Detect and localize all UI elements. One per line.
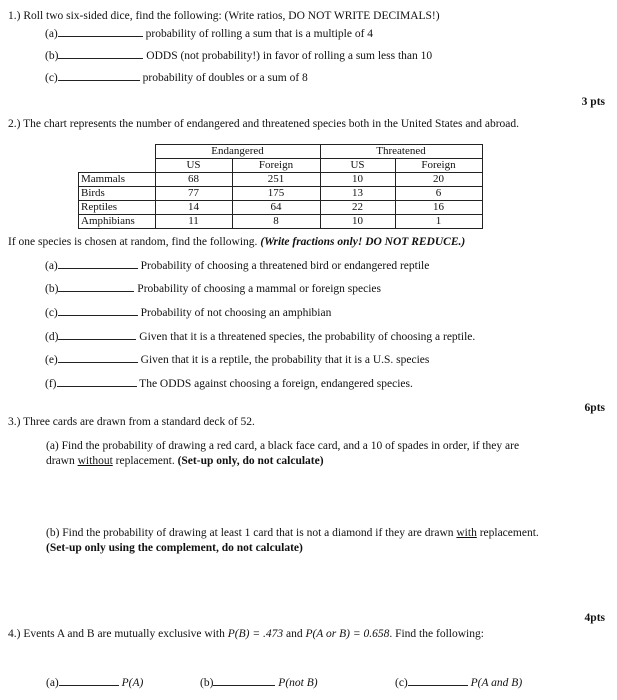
q4-points: 4pts: [584, 612, 605, 624]
q2-a-answer-blank[interactable]: [58, 259, 138, 269]
q3-b-pre: (b) Find the probability of drawing at least 1 card that is not a diamond if they are drawn: [46, 527, 454, 539]
q3-a-line2: [46, 455, 324, 467]
q4-b-answer-blank[interactable]: [213, 676, 275, 686]
q2-b-label: (b): [45, 283, 59, 295]
q4-b-label: (b): [200, 677, 214, 689]
q4-prompt-post: . Find the following:: [389, 628, 484, 640]
row-label-amphibians: Amphibians: [79, 215, 156, 229]
q2-e-text: Given that it is a reptile, the probability that it is a U.S. species: [140, 354, 430, 366]
table-sub-header-row: [79, 159, 483, 173]
q2-e-answer-blank[interactable]: [58, 353, 138, 363]
q3-a-underline: without: [77, 455, 113, 467]
q1-item-b: [45, 49, 432, 62]
q4-item-c: [395, 676, 522, 689]
q2-b-text: Probability of choosing a mammal or foreign species: [137, 283, 381, 295]
q2-instruction-text: If one species is chosen at random, find the following.: [8, 236, 258, 248]
row-label-mammals: Mammals: [79, 173, 156, 187]
q3-b-post: replacement.: [479, 527, 539, 539]
table-row: [79, 173, 483, 187]
q2-item-b: [45, 282, 381, 295]
q2-instruction: [8, 236, 465, 248]
header-endangered: Endangered: [155, 145, 320, 159]
q2-c-text: Probability of not choosing an amphibian: [140, 307, 332, 319]
table-cell: 20: [395, 173, 482, 187]
q2-item-a: [45, 259, 429, 272]
q2-points: 6pts: [584, 402, 605, 414]
q1-prompt: 1.) Roll two six-sided dice, find the following: (Write ratios, DO NOT WRITE DECIMALS!): [8, 10, 440, 22]
q1-c-label: (c): [45, 72, 58, 84]
header-threatened: Threatened: [320, 145, 482, 159]
table-cell: 8: [232, 215, 320, 229]
q1-item-c: [45, 71, 308, 84]
q2-d-answer-blank[interactable]: [58, 330, 136, 340]
q1-b-answer-blank[interactable]: [58, 49, 143, 59]
table-row: [79, 215, 483, 229]
subheader-thr-foreign: Foreign: [395, 159, 482, 173]
q3-a-line1: (a) Find the probability of drawing a red card, a black face card, and a 10 of spades in order, if they are: [46, 440, 520, 452]
q1-b-label: (b): [45, 50, 59, 62]
subheader-thr-us: US: [320, 159, 395, 173]
q3-prompt: 3.) Three cards are drawn from a standard deck of 52.: [8, 416, 255, 428]
q2-a-label: (a): [45, 260, 58, 272]
q1-points: 3 pts: [581, 96, 605, 108]
q1-b-text: ODDS (not probability!) in favor of rolling a sum less than 10: [146, 50, 433, 62]
table-cell: 251: [232, 173, 320, 187]
q2-d-label: (d): [45, 331, 59, 343]
q2-c-answer-blank[interactable]: [58, 306, 138, 316]
q2-e-label: (e): [45, 354, 58, 366]
q3-a-post: replacement.: [115, 455, 175, 467]
q4-c-answer-blank[interactable]: [408, 676, 468, 686]
table-cell: 1: [395, 215, 482, 229]
q3-b-underline: with: [456, 527, 477, 539]
table-cell: 77: [155, 187, 232, 201]
species-table: [78, 144, 483, 229]
q4-prompt: [8, 628, 484, 640]
table-group-header-row: [79, 145, 483, 159]
table-row: [79, 187, 483, 201]
q4-item-b: [200, 676, 318, 689]
q4-and: and: [285, 628, 303, 640]
table-cell: 68: [155, 173, 232, 187]
q4-b-text: P(not B): [278, 677, 318, 689]
q1-a-label: (a): [45, 28, 58, 40]
q4-a-text: P(A): [121, 677, 144, 689]
q1-c-answer-blank[interactable]: [58, 71, 140, 81]
q3-b-line2: (Set-up only using the complement, do not calculate): [46, 542, 303, 554]
table-cell: 10: [320, 215, 395, 229]
table-cell: 10: [320, 173, 395, 187]
subheader-end-foreign: Foreign: [232, 159, 320, 173]
table-row: [79, 201, 483, 215]
q4-a-answer-blank[interactable]: [59, 676, 119, 686]
q2-f-answer-blank[interactable]: [57, 377, 137, 387]
q1-a-text: probability of rolling a sum that is a multiple of 4: [145, 28, 374, 40]
q2-b-answer-blank[interactable]: [58, 282, 134, 292]
q3-a-bold: (Set-up only, do not calculate): [177, 455, 324, 467]
q2-f-label: (f): [45, 378, 57, 390]
q2-c-label: (c): [45, 307, 58, 319]
q4-pAorB: P(A or B) = 0.658: [305, 628, 390, 640]
q1-a-answer-blank[interactable]: [58, 27, 143, 37]
table-cell: 11: [155, 215, 232, 229]
q2-a-text: Probability of choosing a threatened bird or endangered reptile: [140, 260, 430, 272]
row-label-reptiles: Reptiles: [79, 201, 156, 215]
q3-b-line1: [46, 527, 539, 539]
table-cell: 13: [320, 187, 395, 201]
q2-instruction-emphasis: (Write fractions only! DO NOT REDUCE.): [260, 236, 466, 248]
q2-prompt: 2.) The chart represents the number of endangered and threatened species both in the United States and abroad.: [8, 118, 520, 130]
q2-item-e: [45, 353, 429, 366]
table-cell: 64: [232, 201, 320, 215]
q2-item-c: [45, 306, 331, 319]
q1-item-a: [45, 27, 373, 40]
q4-pB: P(B) = .473: [227, 628, 284, 640]
q2-f-text: The ODDS against choosing a foreign, endangered species.: [139, 378, 413, 390]
table-cell: 22: [320, 201, 395, 215]
q4-c-text: P(A and B): [470, 677, 523, 689]
row-label-birds: Birds: [79, 187, 156, 201]
q2-item-d: [45, 330, 475, 343]
table-cell: 6: [395, 187, 482, 201]
table-cell: 16: [395, 201, 482, 215]
table-cell: 14: [155, 201, 232, 215]
table-cell: 175: [232, 187, 320, 201]
q3-a-pre: drawn: [46, 455, 75, 467]
subheader-end-us: US: [155, 159, 232, 173]
q2-d-text: Given that it is a threatened species, the probability of choosing a reptile.: [139, 331, 476, 343]
q4-item-a: [46, 676, 143, 689]
q4-a-label: (a): [46, 677, 59, 689]
q4-prompt-pre: 4.) Events A and B are mutually exclusive with: [8, 628, 225, 640]
q1-c-text: probability of doubles or a sum of 8: [142, 72, 308, 84]
q2-item-f: [45, 377, 413, 390]
q4-c-label: (c): [395, 677, 408, 689]
